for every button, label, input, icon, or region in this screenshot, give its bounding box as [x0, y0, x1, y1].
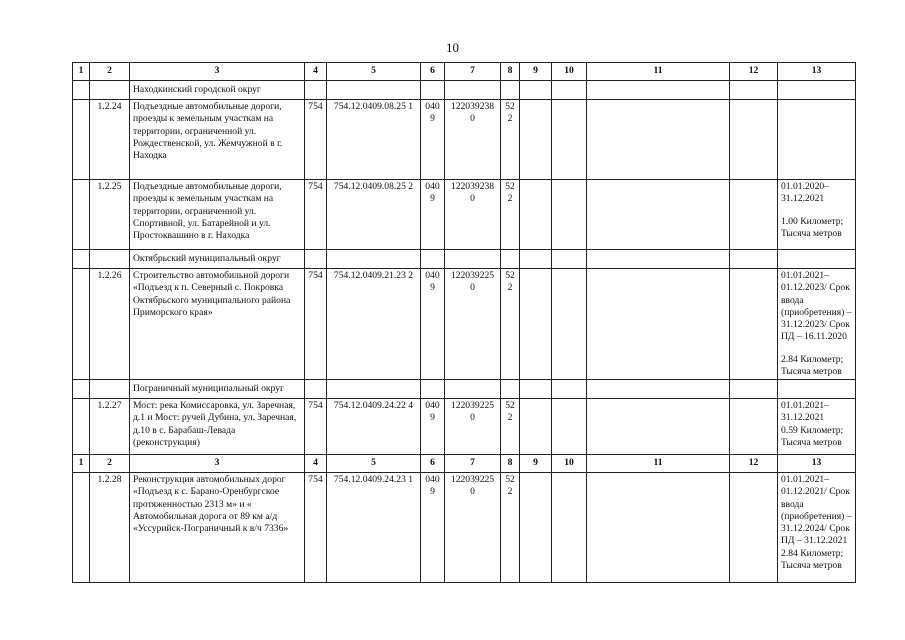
row-name: Мост: река Комиссаровка, ул. Заречная, д.1 и Мост: ручей Дубина, ул. Заречная, д.10 в с. Барабаш-Левада (реконструкция) — [130, 399, 305, 455]
section-title: Находкинский городской округ — [130, 81, 305, 100]
page-number: 10 — [446, 40, 459, 55]
cell-col5: 754.12.0409.08.25 2 — [327, 180, 421, 250]
header-cell: 11 — [587, 63, 730, 81]
cell-col6: 040 9 — [421, 100, 445, 180]
header-cell: 7 — [445, 455, 501, 473]
cell-col8: 52 2 — [501, 399, 520, 455]
capacity-text: 0.59 Километр; Тысяча метров — [781, 424, 844, 448]
section-row — [73, 380, 856, 399]
row-name: Подъездные автомобильные дороги, проезды к земельным участкам на территории, ограниченной ул. Спортивной, ул. Батарейной и ул. Простоквашино в г. Находка — [130, 180, 305, 250]
row-name: Строительство автомобильной дороги «Подъезд к п. Северный с. Покровка Октябрьского муниципального района Приморского края» — [130, 269, 305, 380]
table-row — [73, 100, 856, 180]
cell-col4: 754 — [305, 100, 327, 180]
header-row — [73, 63, 856, 81]
cell-col7: 122039225 0 — [445, 473, 501, 583]
capacity-text: 2.84 Километр; Тысяча метров — [781, 353, 844, 377]
header-cell: 12 — [730, 63, 778, 81]
cell-col5: 754.12.0409.24.22 4 — [327, 399, 421, 455]
cell-col8: 52 2 — [501, 180, 520, 250]
table-row — [73, 399, 856, 455]
capacity-text: 1.00 Километр; Тысяча метров — [781, 215, 844, 239]
table-row — [73, 180, 856, 250]
period-text: 01.01.2021– 31.12.2021 — [781, 400, 829, 424]
table-row — [73, 473, 856, 583]
cell-col7: 122039225 0 — [445, 269, 501, 380]
cell-col6: 040 9 — [421, 269, 445, 380]
header-row — [73, 455, 856, 473]
cell-col4: 754 — [305, 180, 327, 250]
header-cell: 7 — [445, 63, 501, 81]
header-cell: 9 — [520, 455, 552, 473]
cell-col13 — [778, 100, 856, 180]
period-text: 01.01.2021– 01.12.2023/ Срок ввода (приобретения) – 31.12.2023/ Срок ПД – 16.11.2020 — [781, 270, 852, 343]
cell-col8: 52 2 — [501, 473, 520, 583]
header-cell: 3 — [130, 63, 305, 81]
header-cell: 12 — [730, 455, 778, 473]
header-cell: 13 — [778, 455, 856, 473]
header-cell: 2 — [90, 455, 130, 473]
cell-col7: 122039225 0 — [445, 399, 501, 455]
period-text: 01.01.2021– 01.12.2021/ Срок ввода (приобретения) – 31.12.2024/ Срок ПД – 31.12.2021 — [781, 474, 852, 547]
section-row — [73, 81, 856, 100]
cell-col13 — [778, 269, 856, 380]
header-cell: 2 — [90, 63, 130, 81]
header-cell: 9 — [520, 63, 552, 81]
cell-col4: 754 — [305, 473, 327, 583]
row-number: 1.2.26 — [90, 269, 130, 380]
program-table — [72, 62, 856, 583]
capacity-text: 2.84 Километр; Тысяча метров — [781, 547, 844, 571]
cell-col8: 52 2 — [501, 100, 520, 180]
header-cell: 3 — [130, 455, 305, 473]
table-row — [73, 269, 856, 380]
row-number: 1.2.25 — [90, 180, 130, 250]
header-cell: 1 — [73, 455, 90, 473]
cell-col13 — [778, 180, 856, 250]
row-name: Подъездные автомобильные дороги, проезды к земельным участкам на территории, ограниченной ул. Рождественской, ул. Жемчужной в г. Находка — [130, 100, 305, 180]
cell-col5: 754.12.0409.24.23 1 — [327, 473, 421, 583]
row-number: 1.2.27 — [90, 399, 130, 455]
cell-col5: 754.12.0409.21.23 2 — [327, 269, 421, 380]
cell-col6: 040 9 — [421, 473, 445, 583]
header-cell: 8 — [501, 63, 520, 81]
section-row — [73, 250, 856, 269]
header-cell: 13 — [778, 63, 856, 81]
cell-col7: 122039238 0 — [445, 100, 501, 180]
header-cell: 10 — [552, 63, 587, 81]
period-text: 01.01.2020– 31.12.2021 — [781, 181, 829, 205]
cell-col8: 52 2 — [501, 269, 520, 380]
row-name: Реконструкция автомобильных дорог «Подъезд к с. Барано-Оренбургское протяженностью 2313 м» и « Автомобильная дорога от 89 км а/д «Уссурийск-Пограничный к в/ч 7336» — [130, 473, 305, 583]
header-cell: 4 — [305, 455, 327, 473]
cell-col6: 040 9 — [421, 399, 445, 455]
header-cell: 1 — [73, 63, 90, 81]
header-cell: 11 — [587, 455, 730, 473]
cell-col13 — [778, 473, 856, 583]
section-title: Пограничный муниципальный округ — [130, 380, 305, 399]
header-cell: 5 — [327, 63, 421, 81]
header-cell: 4 — [305, 63, 327, 81]
row-number: 1.2.24 — [90, 100, 130, 180]
cell-col13 — [778, 399, 856, 455]
header-cell: 10 — [552, 455, 587, 473]
header-cell: 5 — [327, 455, 421, 473]
cell-col6: 040 9 — [421, 180, 445, 250]
cell-col5: 754.12.0409.08.25 1 — [327, 100, 421, 180]
cell-col4: 754 — [305, 269, 327, 380]
row-number: 1.2.28 — [90, 473, 130, 583]
header-cell: 6 — [421, 63, 445, 81]
cell-col4: 754 — [305, 399, 327, 455]
section-title: Октябрьский муниципальный округ — [130, 250, 305, 269]
header-cell: 6 — [421, 455, 445, 473]
header-cell: 8 — [501, 455, 520, 473]
cell-col7: 122039238 0 — [445, 180, 501, 250]
